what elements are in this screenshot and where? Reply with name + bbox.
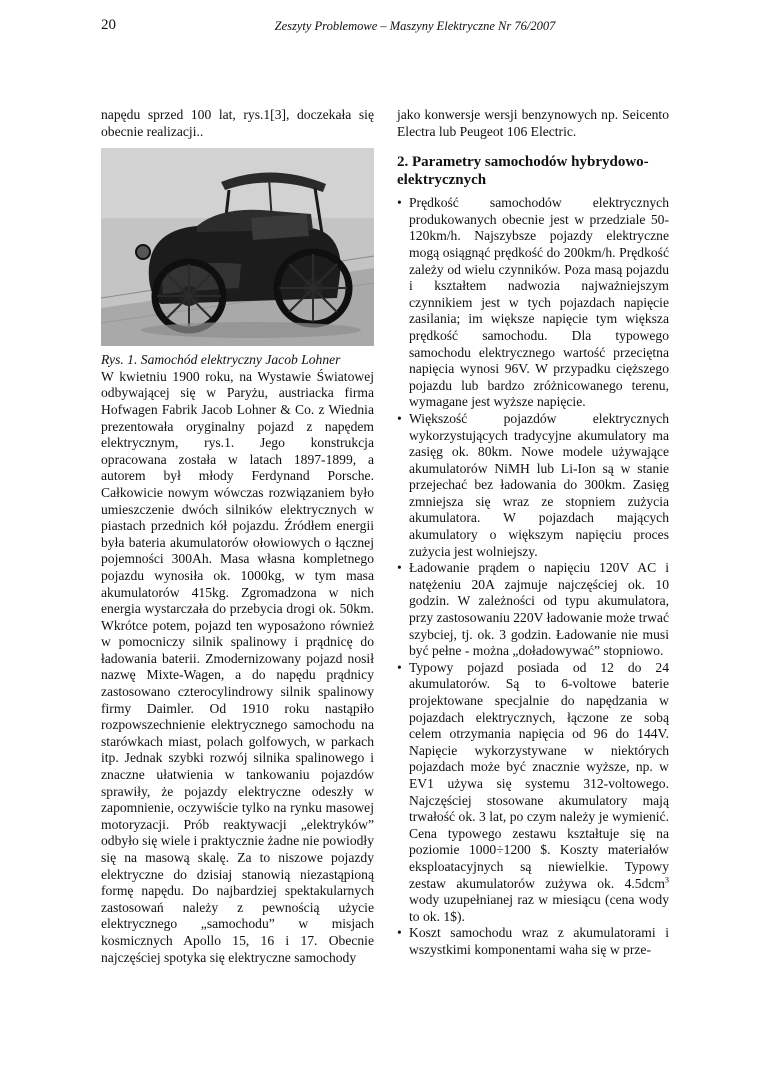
list-item — [397, 560, 669, 660]
bullet-icon: • — [397, 410, 402, 426]
bullet-icon: • — [397, 925, 402, 941]
list-item-text-part: wody uzupełnianej raz w miesiącu (cena wody to ok. 1$). — [409, 892, 669, 924]
list-item-text-part: Typowy pojazd posiada od 12 do 24 akumulatorów. Są to 6-voltowe baterie projektowane specjalnie do napędzania w pojazdach elektrycznych, łączone ze sobą celem otrzymania napięcia od 96 do 144V. Napięcie wykorzystywane w niektórych pojazdach może być znacznie wyższe, np. w EV1 używa się systemu 312-voltowego. Najczęściej stosowane akumulatory mają trwałość ok. 3 lat, po czym należy je wymienić. Cena typowego zestawu kształtuje się na poziomie 1000÷1200 $. Koszty materiałów eksploatacyjnych są niewielkie. Typowy zestaw akumulatorów zużywa ok. 4.5dcm — [409, 659, 669, 891]
bullet-icon: • — [397, 659, 402, 675]
section-heading: 2. Parametry samochodów hybrydowo-elektrycznych — [397, 154, 649, 188]
list-item — [397, 195, 669, 411]
right-column — [397, 107, 669, 959]
parameters-list — [397, 195, 669, 958]
list-item-text: Prędkość samochodów elektrycznych produkowanych obecnie jest w przedziale 50-120km/h. Najszybsze pojazdy elektryczne mogą osiągnąć prędkość do 200km/h. Prędkość zależy od wielu czynników. Poza masą pojazdu i kształtem nadwozia najważniejszym czynnikiem jest w tych pojazdach napięcie zasilania; im większe napięcie tym większa prędkość samochodu. Dla typowego samochodu elektrycznego wartość przeciętna napięcia wynosi 96V. W przypadku cięższego pojazdu lub bardzo zróżnicowanego terenu, wymagane jest wyższe napięcie. — [409, 195, 669, 410]
running-head: Zeszyty Problemowe – Maszyny Elektryczne Nr 76/2007 — [274, 19, 556, 33]
left-intro-paragraph: napędu sprzed 100 lat, rys.1[3], doczekała się obecnie realizacji.. — [101, 107, 374, 139]
list-item-text: Ładowanie prądem o napięciu 120V AC i natężeniu 20A zajmuje najczęściej ok. 10 godzin. W zależności od typu akumulatora, przy zastosowaniu 220V ładowanie może trwać szybciej, tj. ok. 3 godzin. Ładowanie nie musi być pełne - można „doładowywać” stopniowo. — [409, 560, 669, 659]
list-item — [397, 411, 669, 560]
list-item-text: Koszt samochodu wraz z akumulatorami i wszystkimi komponentami waha się w prze- — [409, 925, 669, 957]
bullet-icon: • — [397, 195, 402, 211]
list-item-text: Większość pojazdów elektrycznych wykorzystujących tradycyjne akumulatory ma zasięg ok. 80km. Nowe modele używające akumulatorów NiMH lub Li-Ion są w stanie przejechać bez ładowania do 300km. Zasięg zmniejsza się wraz ze stopniem zużycia akumulatora. W pojazdach mających akumulatory o większym napięciu proces zużycia jest wolniejszy. — [409, 410, 669, 559]
superscript-cubic: 3 — [665, 875, 669, 884]
list-item-text — [409, 660, 669, 924]
left-column — [101, 107, 374, 966]
bullet-icon: • — [397, 560, 402, 576]
figure-lohner-car-photo — [101, 148, 374, 346]
right-intro-paragraph: jako konwersje wersji benzynowych np. Seicento Electra lub Peugeot 106 Electric. — [397, 107, 669, 139]
left-body-paragraph: W kwietniu 1900 roku, na Wystawie Światowej odbywającej się w Paryżu, austriacka firma Hofwagen Fabrik Jacob Lohner & Co. z Wiednia prezentowała oryginalny pojazd z napędem elektrycznym, rys.1. Jego konstrukcja opracowana została w latach 1897-1899, a autorem był młody Ferdynand Porsche. Całkowicie nowym wówczas rozwiązaniem było umieszczenie dwóch silników elektrycznych w piastach przednich kół pojazdu. Źródłem energii była bateria akumulatorów ołowiowych o łącznej pojemności 300Ah. Masa własna kompletnego pojazdu wynosiła ok. 1000kg, w tym masa akumulatorów 415kg. Zgromadzona w nich energia wystarczała do przebycia drogi ok. 50km. Wkrótce potem, pojazd ten wyposażono również w pomocniczy silnik spalinowy i prądnicę do ładowania baterii. Zmodernizowany pojazd nosił nazwę Mixte-Wagen, a do napędu prądnicy zastosowano czterocylindrowy silnik spalinowy firmy Daimler. Od 1910 roku nastąpiło rozpowszechnienie elektrycznego samochodu na starówkach miast, polach golfowych, w parkach itp. Jednak szybki rozwój silnika spalinowego i znaczne ułatwienia w tankowaniu pojazdów sprawiły, że pojazdy elektryczne odeszły w zapomnienie, oczywiście tylko na rynku masowej motoryzacji. Prób reaktywacji „elektryków” odbyło się wiele i praktycznie żadne nie powiodły się na masową skalę. Za to niszowe pojazdy elektryczne do dzisiaj stanowią niezastąpioną formę napędu. Do najbardziej spektakularnych zastosowań należy z pewnością użycie elektrycznego „samochodu” w misjach kosmicznych Apollo 15, 16 i 17. Obecnie najczęściej spotyka się elektryczne samochody — [101, 368, 374, 965]
page-number: 20 — [101, 17, 116, 33]
figure-caption: Rys. 1. Samochód elektryczny Jacob Lohner — [101, 352, 341, 368]
car-illustration — [101, 148, 374, 346]
list-item — [397, 925, 669, 958]
list-item — [397, 660, 669, 926]
